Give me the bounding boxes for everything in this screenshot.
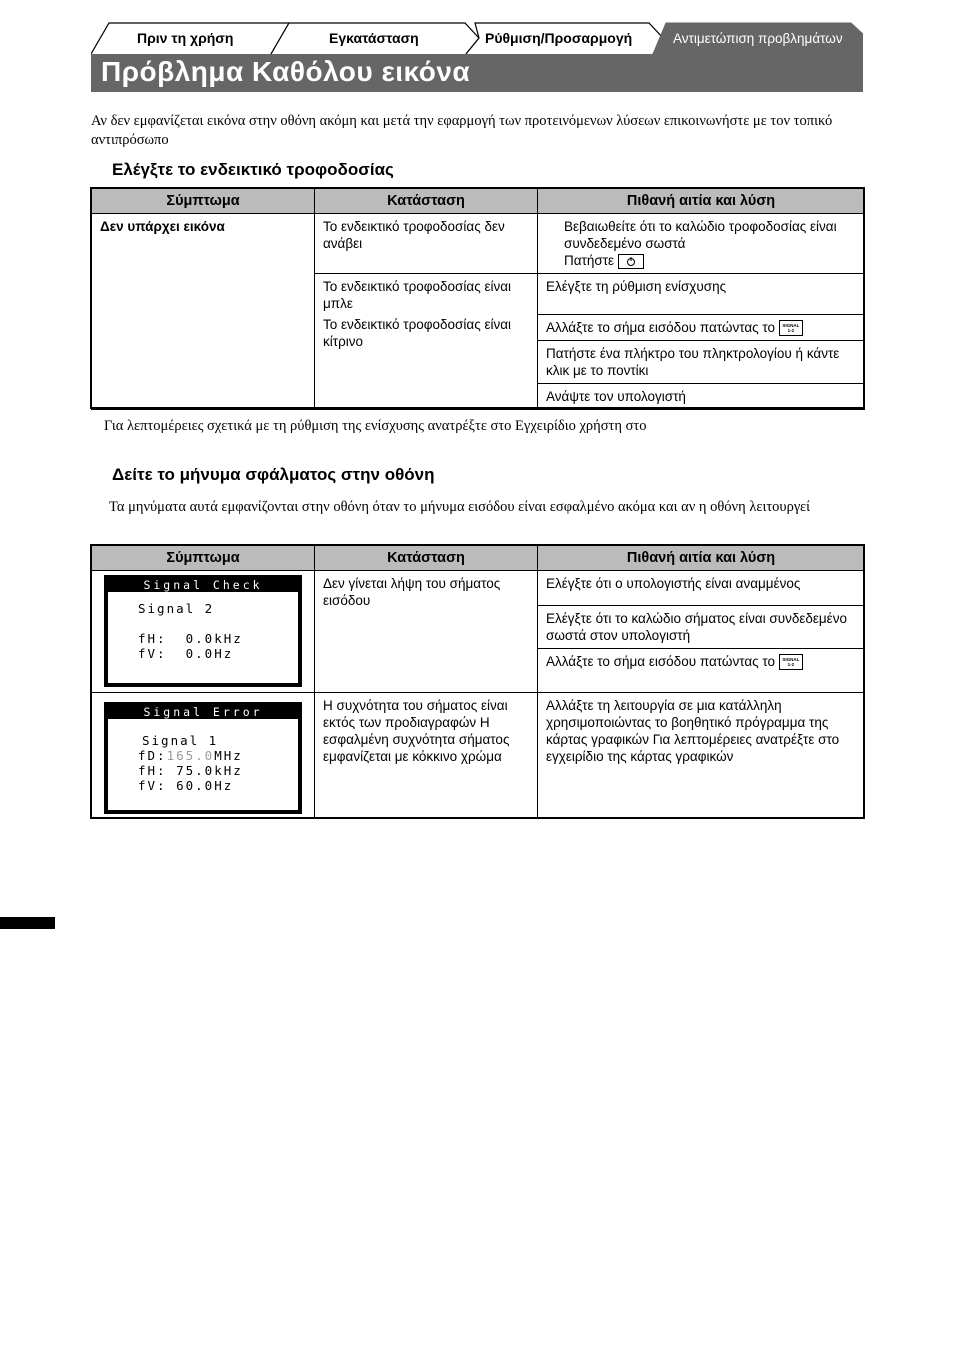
intro-paragraph: Αν δεν εμφανίζεται εικόνα στην οθόνη ακόμη και μετά την εφαρμογή των προτεινόμενων λύσεων επικοινωνήστε με τον τοπικό αντιπρόσωπο [91, 113, 833, 148]
symptom-no-picture: Δεν υπάρχει εικόνα [100, 219, 225, 234]
osd-fh2-line: fH: 75.0kHz [138, 763, 243, 778]
navigation-tabs [91, 22, 863, 54]
cause-power-cable [538, 214, 864, 273]
cause-power-cable-text: Βεβαιωθείτε ότι το καλώδιο τροφοδοσίας είναι συνδεδεμένο σωστά [564, 219, 837, 251]
cause-switch-input-text: Αλλάξτε το σήμα εισόδου πατώντας το [546, 320, 776, 335]
signal-button-line1: SIGNAL [782, 323, 800, 329]
signal-button-icon [779, 320, 803, 336]
osd-fd-label: fD: [138, 748, 167, 763]
osd-fd-value: 165.0 [166, 748, 215, 763]
osd-fd-line [138, 748, 298, 763]
tab-before-use[interactable]: Πριν τη χρήση [137, 30, 234, 46]
cause-press-key: Πατήστε ένα πλήκτρο του πληκτρολογίου ή κάντε κλικ με το ποντίκι [546, 346, 840, 379]
osd-fh-line: fH: 0.0kHz [138, 631, 243, 646]
gain-note: Για λεπτομέρειες σχετικά με τη ρύθμιση της ενίσχυσης ανατρέξτε στο Εγχειρίδιο χρήστη στο [104, 418, 647, 434]
tab-installation[interactable]: Εγκατάσταση [329, 30, 419, 46]
osd-signal-check-header: Signal Check [108, 579, 298, 592]
signal-button-line2: 1-2 [787, 328, 795, 334]
osd-fv2-line: fV: 60.0Hz [138, 778, 234, 793]
osd-signal-line: Signal 2 [138, 601, 215, 616]
power-button-icon [618, 254, 644, 269]
signal-button-2-line2: 1-2 [787, 662, 795, 668]
tab-adjustment[interactable]: Ρύθμιση/Προσαρμογή [485, 30, 633, 46]
header-condition-2: Κατάσταση [315, 546, 538, 571]
condition-no-signal: Δεν γίνεται λήψη του σήματος εισόδου [323, 576, 501, 608]
side-marker [0, 917, 55, 929]
cause-turn-on-pc: Ανάψτε τον υπολογιστή [546, 389, 686, 405]
osd-signal-error-header: Signal Error [108, 706, 298, 719]
condition-off: Το ενδεικτικό τροφοδοσίας δεν ανάβει [323, 219, 505, 251]
header-cause: Πιθανή αιτία και λύση [538, 189, 865, 214]
condition-blue: Το ενδεικτικό τροφοδοσίας είναι μπλε [323, 279, 512, 311]
cause-change-mode: Αλλάξτε τη λειτουργία σε μια κατάλληλη χρησιμοποιώντας το βοηθητικό πρόγραμμα της κάρτας γραφικών Για λεπτομέρειες ανατρέξτε στο εγχειρίδιο της κάρτας γραφικών [546, 698, 840, 764]
section1-title: Ελέγξτε το ενδεικτικό τροφοδοσίας [112, 160, 394, 179]
error-message-table [91, 545, 865, 819]
section2-description: Τα μηνύματα αυτά εμφανίζονται στην οθόνη όταν το μήνυμα εισόδου είναι εσφαλμένο ακόμα και αν η οθόνη λειτουργεί [109, 499, 810, 515]
cause-gain: Ελέγξτε τη ρύθμιση ενίσχυσης [546, 279, 727, 294]
section2-title: Δείτε το μήνυμα σφάλματος στην οθόνη [112, 465, 435, 484]
osd-fv-line: fV: 0.0Hz [138, 646, 234, 661]
condition-yellow: Το ενδεικτικό τροφοδοσίας είναι κίτρινο [323, 317, 512, 349]
power-indicator-table [91, 188, 865, 410]
osd-signal-check [104, 575, 302, 687]
cause-signal-cable: Ελέγξτε ότι το καλώδιο σήματος είναι συνδεδεμένο σωστά στον υπολογιστή [546, 611, 847, 643]
cause-switch-input-2 [538, 649, 864, 674]
osd-signal1-line: Signal 1 [142, 733, 219, 748]
signal-button-2-line1: SIGNAL [782, 657, 800, 663]
signal-button-icon-2 [779, 654, 803, 670]
page-title-bar [91, 54, 863, 92]
cause-pc-on: Ελέγξτε ότι ο υπολογιστής είναι αναμμένος [546, 576, 801, 591]
press-label: Πατήστε [564, 253, 615, 268]
page-title: Πρόβλημα Καθόλου εικόνα [101, 56, 471, 87]
header-symptom: Σύμπτωμα [92, 189, 315, 214]
cause-switch-input-2-text: Αλλάξτε το σήμα εισόδου πατώντας το [546, 654, 776, 669]
header-symptom-2: Σύμπτωμα [92, 546, 315, 571]
header-condition: Κατάσταση [315, 189, 538, 214]
cause-switch-input [538, 315, 864, 340]
condition-out-of-range: Η συχνότητα του σήματος είναι εκτός των προδιαγραφών Η εσφαλμένη συχνότητα σήματος εμφανίζεται με κόκκινο χρώμα [323, 698, 510, 764]
tab-troubleshooting[interactable]: Αντιμετώπιση προβλημάτων [673, 31, 843, 46]
osd-fd-unit: MHz [214, 748, 243, 763]
header-cause-2: Πιθανή αιτία και λύση [538, 546, 865, 571]
osd-signal-error [104, 702, 302, 814]
